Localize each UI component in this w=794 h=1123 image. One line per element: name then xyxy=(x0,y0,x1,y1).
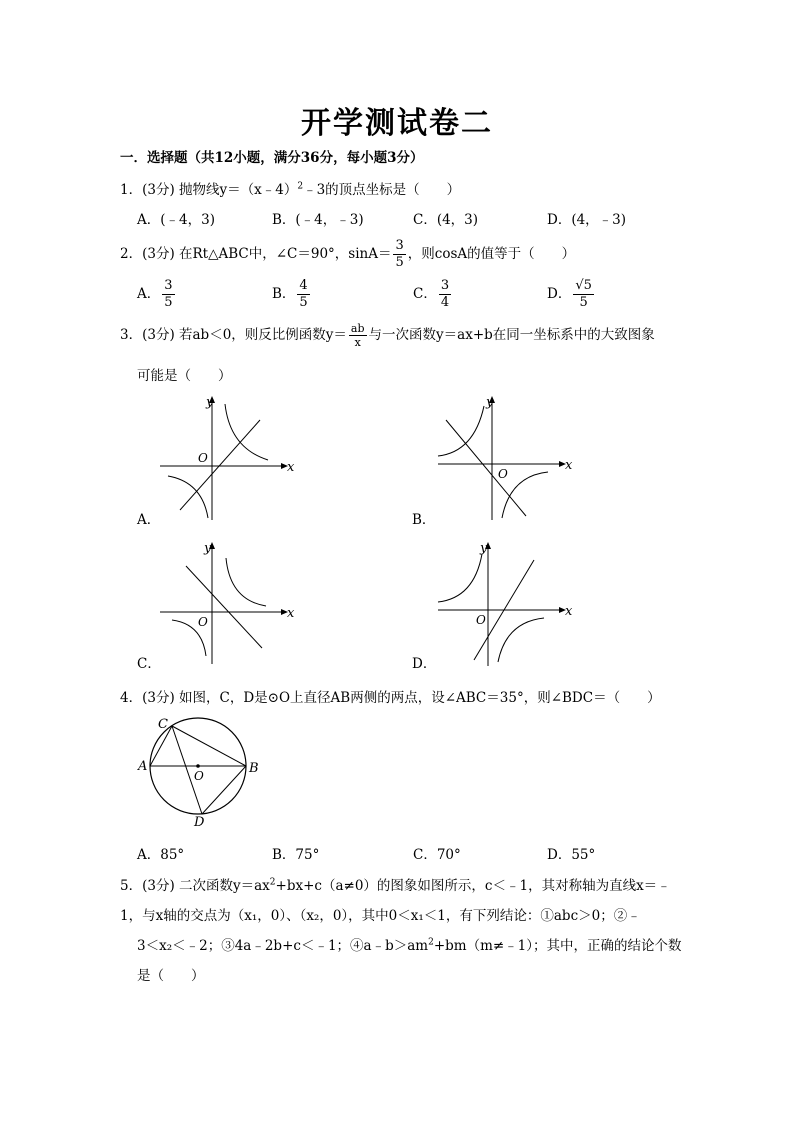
q3-b-x-label: x xyxy=(565,458,573,473)
q1-option-d[interactable]: D．(4，﹣3) xyxy=(547,212,627,228)
q3-c-origin: O xyxy=(198,615,208,629)
question-5-line-3 xyxy=(137,934,682,954)
question-4: 4．(3分) 如图，C，D是⊙O上直径AB两侧的两点，设∠ABC＝35°，则∠BDC＝（ ） xyxy=(120,690,661,706)
question-1 xyxy=(120,178,460,198)
q2-option-a-den: 5 xyxy=(164,295,173,310)
q2-frac-den: 5 xyxy=(395,255,404,270)
question-3 xyxy=(120,322,655,349)
q5-line3-exponent: 2 xyxy=(428,937,434,948)
q1-option-a[interactable]: A．(﹣4，3) xyxy=(137,212,215,228)
q1-option-b[interactable]: B．(﹣4，﹣3) xyxy=(272,212,364,228)
q2-option-c-den: 4 xyxy=(440,295,450,310)
q5-line3-b: +bm（m≠﹣1）；其中，正确的结论个数 xyxy=(433,938,682,954)
q3-fraction xyxy=(349,322,367,349)
q2-option-b[interactable] xyxy=(272,278,312,311)
q3-b-origin: O xyxy=(498,467,508,481)
q2-option-a-label: A． xyxy=(137,286,161,302)
q3-b-y-label: y xyxy=(486,395,494,410)
q2-option-c-label: C． xyxy=(413,286,437,302)
q3-d-x-label: x xyxy=(565,604,573,619)
q5-line1-exponent: 2 xyxy=(269,877,276,888)
q3-graph-d[interactable] xyxy=(428,536,578,668)
q1-text-suffix: ﹣3的顶点坐标是（ ） xyxy=(303,182,461,198)
q2-option-d-label: D． xyxy=(547,286,572,302)
q2-option-a-num: 3 xyxy=(164,278,173,293)
q3-frac-den: x xyxy=(354,336,361,349)
q3-text-suffix: 与一次函数y＝ax+b在同一坐标系中的大致图象 xyxy=(368,327,655,343)
q2-text-prefix: 2．(3分) 在Rt△ABC中，∠C＝90°，sinA＝ xyxy=(120,246,392,262)
q2-option-b-num: 4 xyxy=(299,278,308,293)
q3-c-x-label: x xyxy=(287,606,295,621)
q1-option-c[interactable]: C．(4，3) xyxy=(413,212,479,228)
q4-option-c[interactable]: C．70° xyxy=(413,847,461,863)
q2-option-c[interactable] xyxy=(413,278,453,311)
q2-option-d-num: √5 xyxy=(575,278,592,293)
q3-option-c[interactable]: C． xyxy=(137,656,161,672)
q3-a-x-label: x xyxy=(287,460,295,475)
q2-option-d[interactable] xyxy=(547,278,596,311)
q4-label-d: D xyxy=(194,815,205,830)
q5-line3-a: 3＜x₂＜﹣2；③4a﹣2b+c＜﹣1；④a﹣b＞am xyxy=(137,938,429,954)
q4-option-b[interactable]: B．75° xyxy=(272,847,320,863)
q3-d-origin: O xyxy=(476,613,486,627)
question-2 xyxy=(120,238,575,271)
q3-frac-num: ab xyxy=(350,322,365,335)
q2-option-b-den: 5 xyxy=(299,295,308,310)
question-5-line-4: 是（ ） xyxy=(137,968,205,984)
q3-c-y-label: y xyxy=(204,541,212,556)
q3-option-d[interactable]: D． xyxy=(412,656,437,672)
page-title: 开学测试卷二 xyxy=(301,106,493,141)
q2-option-d-den: 5 xyxy=(579,295,588,310)
q2-text-suffix: ，则cosA的值等于（ ） xyxy=(407,246,576,262)
q3-option-b[interactable]: B． xyxy=(412,512,436,528)
q2-sin-fraction xyxy=(393,238,405,271)
q4-label-o: O xyxy=(194,769,204,783)
q5-line1-a: 5．(3分) 二次函数y＝ax xyxy=(120,878,270,894)
q3-option-a[interactable]: A． xyxy=(137,512,161,528)
q2-option-b-label: B． xyxy=(272,286,296,302)
q3-d-y-label: y xyxy=(480,541,488,556)
question-5-line-2: 1，与x轴的交点为（x₁，0）、（x₂，0），其中0＜x₁＜1，有下列结论：①abc＞0；②﹣ xyxy=(120,908,641,924)
q3-line2: 可能是（ ） xyxy=(137,368,232,384)
section-heading: 一．选择题（共12小题，满分36分，每小题3分） xyxy=(120,150,424,166)
q2-frac-num: 3 xyxy=(395,238,404,253)
q4-label-a: A xyxy=(138,759,148,774)
q2-option-a[interactable] xyxy=(137,278,177,311)
q3-text-prefix: 3．(3分) 若ab＜0，则反比例函数y＝ xyxy=(120,327,347,343)
question-5-line-1 xyxy=(120,874,671,894)
q1-text-prefix: 1．(3分) 抛物线y＝（x﹣4） xyxy=(120,182,298,198)
q4-option-a[interactable]: A．85° xyxy=(137,847,185,863)
q4-label-b: B xyxy=(249,761,259,776)
q3-a-origin: O xyxy=(198,451,208,465)
q2-option-c-num: 3 xyxy=(440,278,450,293)
q4-circle-figure xyxy=(132,712,262,830)
q3-a-y-label: y xyxy=(206,395,214,410)
q3-graph-b[interactable] xyxy=(428,390,578,522)
q3-graph-c[interactable] xyxy=(150,536,300,668)
q4-label-c: C xyxy=(158,717,168,732)
q3-graph-a[interactable] xyxy=(150,390,300,522)
q4-option-d[interactable]: D．55° xyxy=(547,847,596,863)
q5-line1-b: +bx+c（a≠0）的图象如图所示，c＜﹣1，其对称轴为直线x＝﹣ xyxy=(275,878,671,894)
q1-exponent: 2 xyxy=(297,181,304,192)
